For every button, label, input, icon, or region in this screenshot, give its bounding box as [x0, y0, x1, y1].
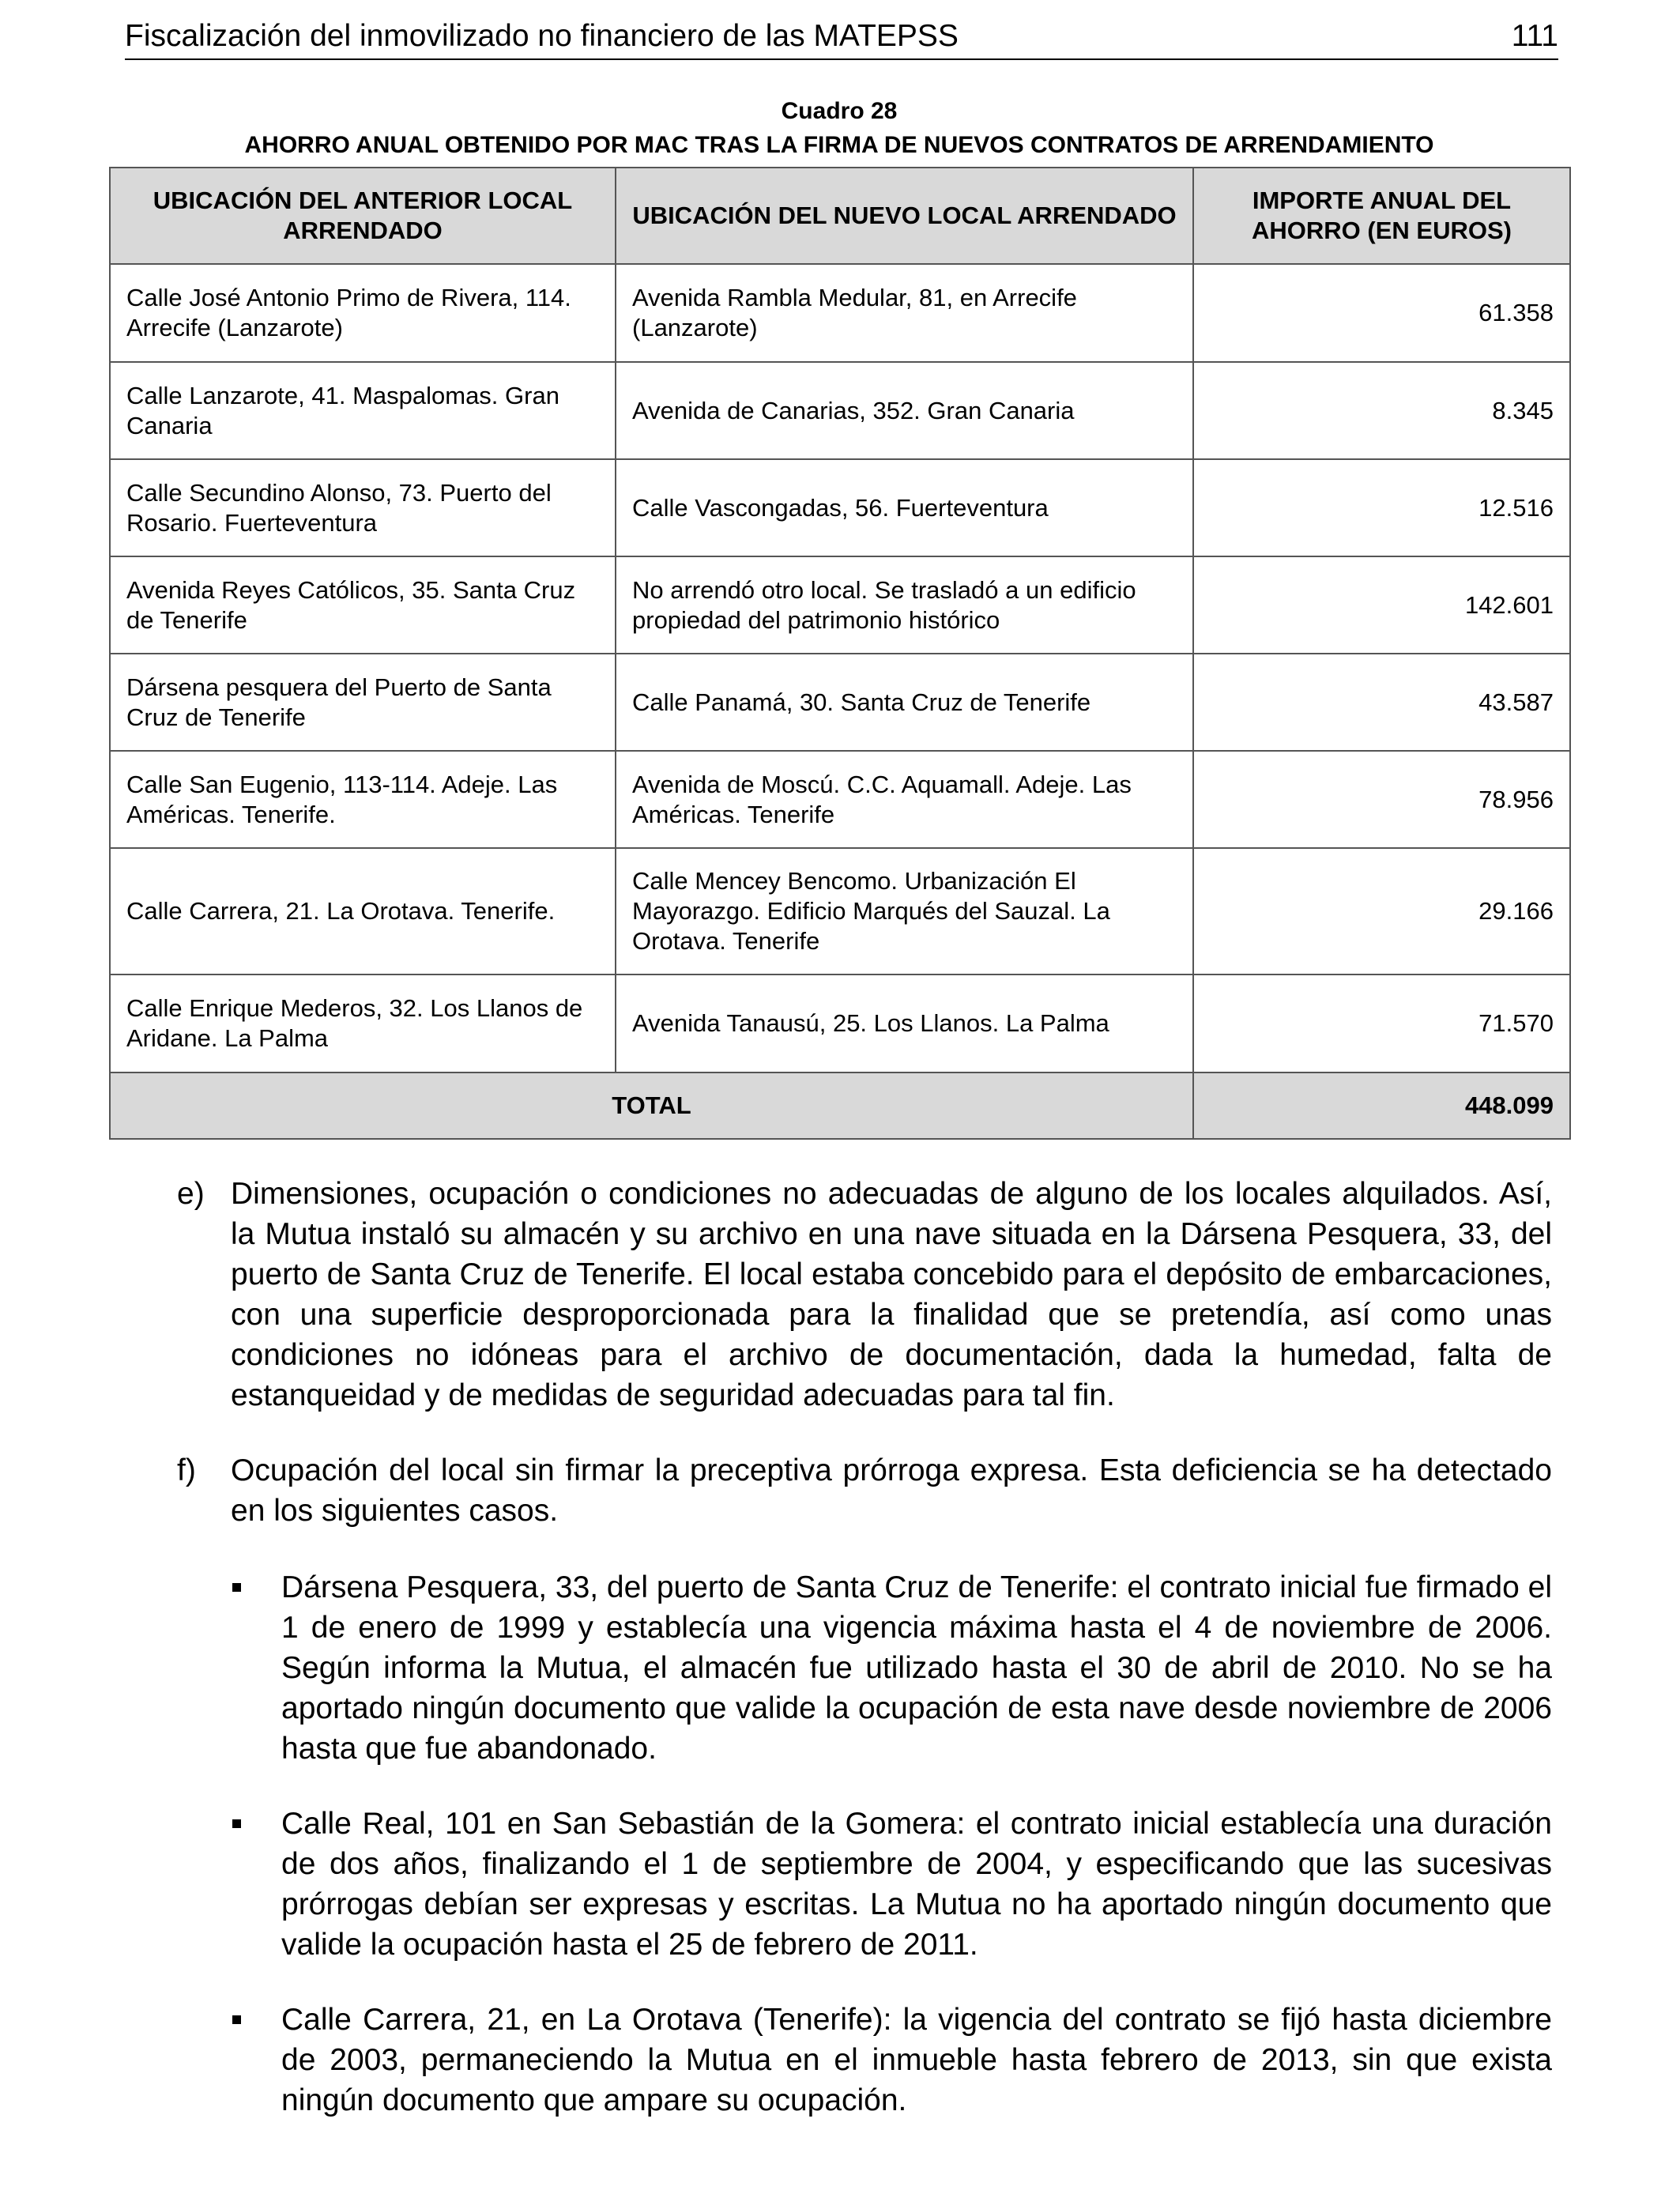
savings-amount-cell: 12.516: [1193, 459, 1570, 556]
previous-location-cell: Calle Enrique Mederos, 32. Los Llanos de Aridane. La Palma: [110, 974, 616, 1072]
total-label: TOTAL: [110, 1072, 1193, 1139]
new-location-cell: Calle Mencey Bencomo. Urbanización El Mayorazgo. Edificio Marqués del Sauzal. La Orotava. Tenerife: [616, 848, 1193, 974]
new-location-cell: Avenida de Canarias, 352. Gran Canaria: [616, 362, 1193, 459]
table-total-row: [110, 1072, 1570, 1139]
list-item-f: [177, 1450, 1552, 1531]
column-header-new-location: UBICACIÓN DEL NUEVO LOCAL ARRENDADO: [616, 168, 1193, 264]
bullet-item: [229, 1804, 1552, 1965]
savings-amount-cell: 29.166: [1193, 848, 1570, 974]
square-bullet-icon: [232, 1583, 241, 1592]
previous-location-cell: Calle Secundino Alonso, 73. Puerto del Rosario. Fuerteventura: [110, 459, 616, 556]
table-caption-number: Cuadro 28: [781, 98, 898, 124]
list-marker: e): [177, 1177, 205, 1211]
previous-location-cell: Calle Carrera, 21. La Orotava. Tenerife.: [110, 848, 616, 974]
previous-location-cell: Calle Lanzarote, 41. Maspalomas. Gran Canaria: [110, 362, 616, 459]
savings-amount-cell: 71.570: [1193, 974, 1570, 1072]
table-row: [110, 751, 1570, 848]
savings-amount-cell: 78.956: [1193, 751, 1570, 848]
bullet-text: Dársena Pesquera, 33, del puerto de Santa Cruz de Tenerife: el contrato inicial fue firmado el 1 de enero de 1999 y establecía una vigencia máxima hasta el 4 de noviembre de 2006. Según informa la Mutua, el almacén fue utilizado hasta el 30 de abril de 2010. No se ha aportado ningún documento que valide la ocupación de esta nave desde noviembre de 2006 hasta que fue abandonado.: [281, 1570, 1552, 1766]
table-caption-title: AHORRO ANUAL OBTENIDO POR MAC TRAS LA FIRMA DE NUEVOS CONTRATOS DE ARRENDAMIENTO: [244, 132, 1434, 158]
table-row: [110, 654, 1570, 751]
table-row: [110, 264, 1570, 362]
new-location-cell: Calle Vascongadas, 56. Fuerteventura: [616, 459, 1193, 556]
square-bullet-icon: [232, 1819, 241, 1828]
table-row: [110, 556, 1570, 654]
page-number: 111: [1511, 19, 1558, 53]
table-header-row: [110, 168, 1570, 264]
bullet-item: [229, 2000, 1552, 2120]
previous-location-cell: Dársena pesquera del Puerto de Santa Cruz de Tenerife: [110, 654, 616, 751]
previous-location-cell: Calle San Eugenio, 113-114. Adeje. Las Américas. Tenerife.: [110, 751, 616, 848]
savings-amount-cell: 8.345: [1193, 362, 1570, 459]
bullet-text: Calle Real, 101 en San Sebastián de la Gomera: el contrato inicial establecía una duración de dos años, finalizando el 1 de septiembre de 2004, y especificando que las sucesivas prórrogas debían ser expresas y escritas. La Mutua no ha aportado ningún documento que valide la ocupación hasta el 25 de febrero de 2011.: [281, 1807, 1552, 1962]
new-location-cell: Avenida de Moscú. C.C. Aquamall. Adeje. Las Américas. Tenerife: [616, 751, 1193, 848]
new-location-cell: Calle Panamá, 30. Santa Cruz de Tenerife: [616, 654, 1193, 751]
running-header: [125, 14, 1558, 60]
savings-amount-cell: 61.358: [1193, 264, 1570, 362]
document-title: Fiscalización del inmovilizado no financiero de las MATEPSS: [125, 19, 959, 53]
new-location-cell: No arrendó otro local. Se trasladó a un edificio propiedad del patrimonio histórico: [616, 556, 1193, 654]
new-location-cell: Avenida Tanausú, 25. Los Llanos. La Palma: [616, 974, 1193, 1072]
list-marker: f): [177, 1453, 196, 1487]
bullet-item: [229, 1567, 1552, 1769]
table-row: [110, 362, 1570, 459]
square-bullet-icon: [232, 2015, 241, 2024]
bullet-text: Calle Carrera, 21, en La Orotava (Tenerife): la vigencia del contrato se fijó hasta diciembre de 2003, permaneciendo la Mutua en el inmueble hasta febrero de 2013, sin que exista ningún documento que ampare su ocupación.: [281, 2003, 1552, 2117]
previous-location-cell: Avenida Reyes Católicos, 35. Santa Cruz de Tenerife: [110, 556, 616, 654]
list-item-text: Dimensiones, ocupación o condiciones no adecuadas de alguno de los locales alquilados. Así, la Mutua instaló su almacén y su archivo en una nave situada en la Dársena Pesquera, 33, del puerto de Santa Cruz de Tenerife. El local estaba concebido para el depósito de embarcaciones, con una superficie desproporcionada para la finalidad que se pretendía, así como unas condiciones no idóneas para el archivo de documentación, dada la humedad, falta de estanqueidad y de medidas de seguridad adecuadas para tal fin.: [231, 1177, 1552, 1412]
total-amount: 448.099: [1193, 1072, 1570, 1139]
table-row: [110, 459, 1570, 556]
savings-amount-cell: 142.601: [1193, 556, 1570, 654]
table-row: [110, 848, 1570, 974]
previous-location-cell: Calle José Antonio Primo de Rivera, 114. Arrecife (Lanzarote): [110, 264, 616, 362]
column-header-previous-location: UBICACIÓN DEL ANTERIOR LOCAL ARRENDADO: [110, 168, 616, 264]
new-location-cell: Avenida Rambla Medular, 81, en Arrecife (Lanzarote): [616, 264, 1193, 362]
savings-table: [109, 167, 1571, 1140]
column-header-annual-savings: IMPORTE ANUAL DEL AHORRO (EN EUROS): [1193, 168, 1570, 264]
list-item-e: [177, 1174, 1552, 1416]
table-row: [110, 974, 1570, 1072]
savings-amount-cell: 43.587: [1193, 654, 1570, 751]
list-item-text: Ocupación del local sin firmar la preceptiva prórroga expresa. Esta deficiencia se ha detectado en los siguientes casos.: [231, 1453, 1552, 1528]
